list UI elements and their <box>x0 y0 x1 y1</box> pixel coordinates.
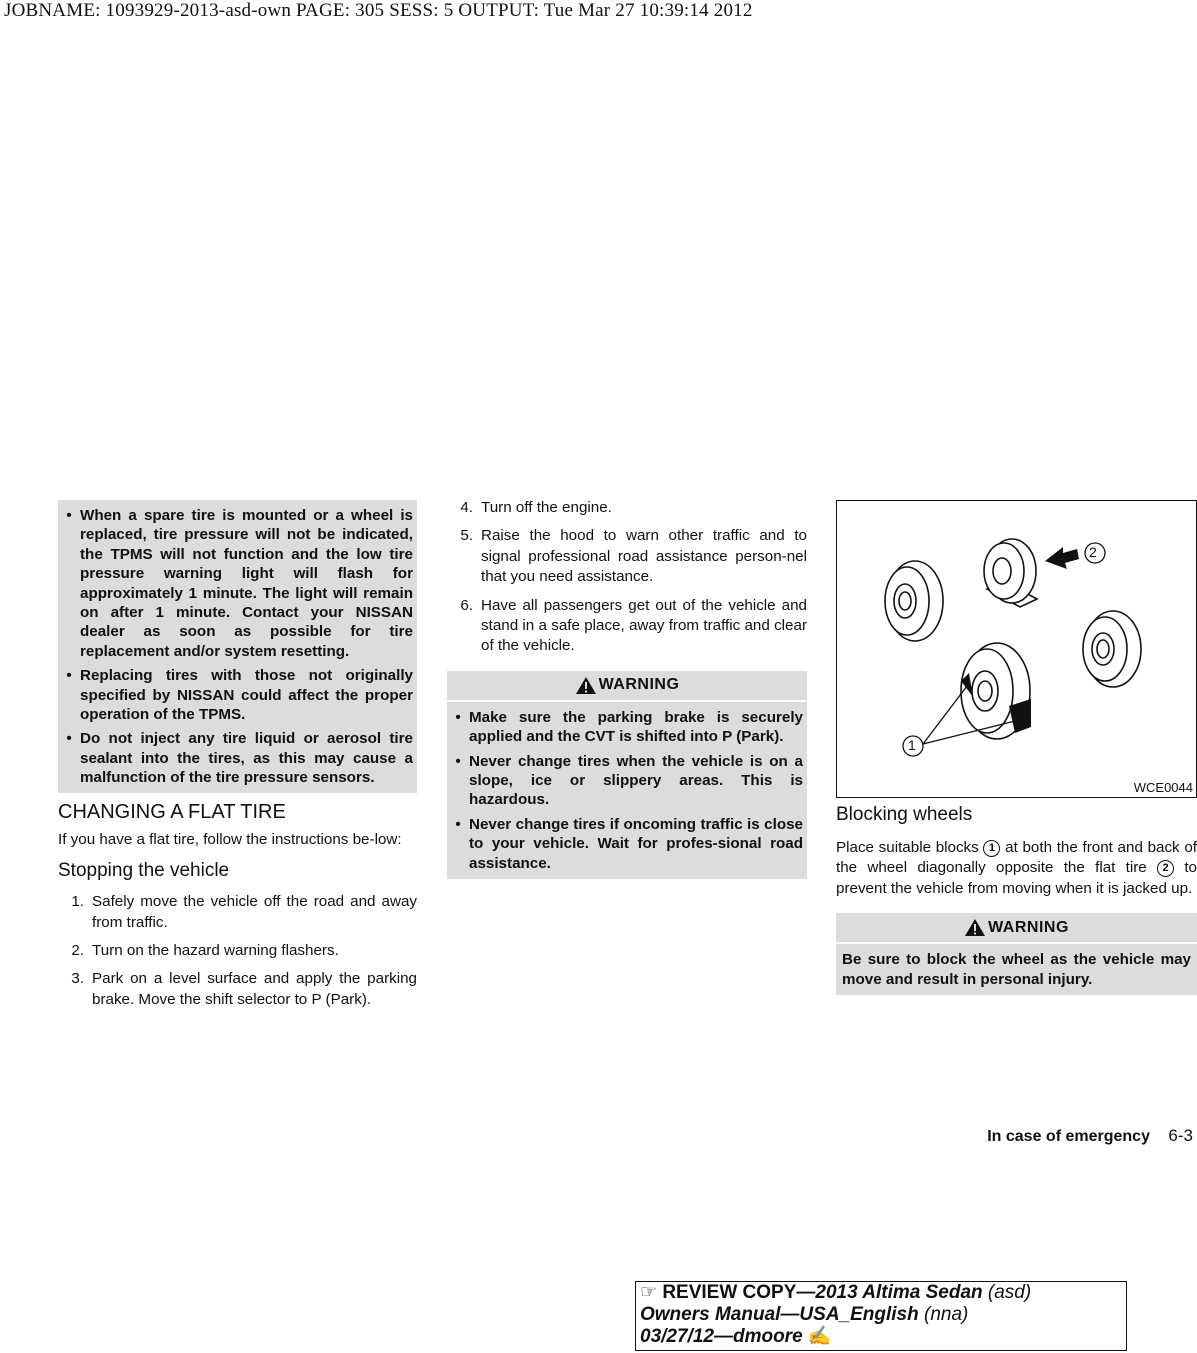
step-item: 3. Park on a level surface and apply the parking brake. Move the shift selector to P (Park). <box>71 970 417 1008</box>
page-footer <box>987 1126 1193 1146</box>
step-item: 5. Raise the hood to warn other traffic and to signal professional road assistance person-nel that you need assistance. <box>460 527 807 586</box>
note-bullet: • When a spare tire is mounted or a wheel is replaced, tire pressure will not be indicated, the TPMS will not function and the low tire pressure warning light will flash for approximately 1 minute. The light will remain on after 1 minute. Contact your NISSAN dealer as soon as possible for tire replacement and/or system resetting. <box>66 507 413 660</box>
callout-1: 1 <box>908 737 916 753</box>
callout-2: 2 <box>1089 544 1097 560</box>
warning-text: Be sure to block the wheel as the vehicle may move and result in personal injury. <box>842 951 1191 988</box>
column-2 <box>447 498 807 879</box>
step-item: 6. Have all passengers get out of the vehicle and stand in a safe place, away from traffic and clear of the vehicle. <box>460 596 807 655</box>
warning-triangle-icon <box>964 918 986 937</box>
footer-section: In case of emergency <box>987 1128 1150 1145</box>
warning-header <box>447 671 807 700</box>
intro-paragraph: If you have a flat tire, follow the instructions be-low: <box>58 830 402 848</box>
pointing-hand-icon: ☞ <box>640 1282 658 1303</box>
column-1 <box>58 500 417 1010</box>
callout-1-ref: 1 <box>983 840 1000 857</box>
note-bullet-text: When a spare tire is mounted or a wheel is replaced, tire pressure will not be indicated, the TPMS will not function and the low tire pressure warning light will flash for approximately 1 minute. The light will remain on after 1 minute. Contact your NISSAN dealer as soon as possible for tire replacement and/or system resetting. <box>80 507 413 660</box>
warning-label: WARNING <box>598 676 680 694</box>
footer-page: 6-3 <box>1168 1126 1193 1145</box>
warning-label: WARNING <box>988 918 1069 936</box>
wheel-blocks-illustration <box>837 501 1196 797</box>
column-3 <box>836 500 1197 995</box>
warning-box <box>836 944 1197 995</box>
note-bullet: • Replacing tires with those not originally specified by NISSAN could affect the proper operation of the TPMS. <box>66 667 413 724</box>
warning-header <box>836 913 1197 942</box>
subsection-title: Stopping the vehicle <box>58 860 230 882</box>
blocking-paragraph: Place suitable blocks 1 at both the front and back of the wheel diagonally opposite the flat tire 2 to prevent the vehicle from moving when it is jacked up. <box>836 839 1197 897</box>
warning-triangle-icon <box>575 676 597 695</box>
writing-hand-icon: ✍ <box>807 1326 832 1347</box>
job-header: JOBNAME: 1093929-2013-asd-own PAGE: 305 SESS: 5 OUTPUT: Tue Mar 27 10:39:14 2012 <box>4 0 753 21</box>
warning-bullet: • Never change tires if oncoming traffic is close to your vehicle. Wait for profes-sional road assistance. <box>455 815 803 872</box>
step-item: 2. Turn on the hazard warning flashers. <box>71 941 339 959</box>
note-bullet-text: Do not inject any tire liquid or aerosol tire sealant into the tires, as this may cause a malfunction of the tire pressure sensors. <box>80 730 413 787</box>
note-box <box>58 500 417 793</box>
wheel-blocks-figure <box>836 500 1197 798</box>
step-item: 4. Turn off the engine. <box>460 499 612 516</box>
subsection-title: Blocking wheels <box>836 804 973 825</box>
warning-bullet: • Make sure the parking brake is securely applied and the CVT is shifted into P (Park). <box>455 708 803 746</box>
warning-bullet: • Never change tires when the vehicle is on a slope, ice or slippery areas. This is hazardous. <box>455 752 803 809</box>
warning-box <box>447 702 807 879</box>
note-bullet-text: Replacing tires with those not originally specified by NISSAN could affect the proper operation of the TPMS. <box>80 667 413 724</box>
section-title: CHANGING A FLAT TIRE <box>58 800 286 823</box>
figure-code: WCE0044 <box>1133 780 1193 795</box>
review-copy-box: ☞ REVIEW COPY—2013 Altima Sedan (asd) Owners Manual—USA_English (nna) 03/27/12—dmoore ✍ <box>635 1281 1127 1351</box>
step-item: 1. Safely move the vehicle off the road and away from traffic. <box>71 893 417 931</box>
callout-2-ref: 2 <box>1157 860 1174 877</box>
note-bullet: • Do not inject any tire liquid or aerosol tire sealant into the tires, as this may cause a malfunction of the tire pressure sensors. <box>66 730 413 787</box>
